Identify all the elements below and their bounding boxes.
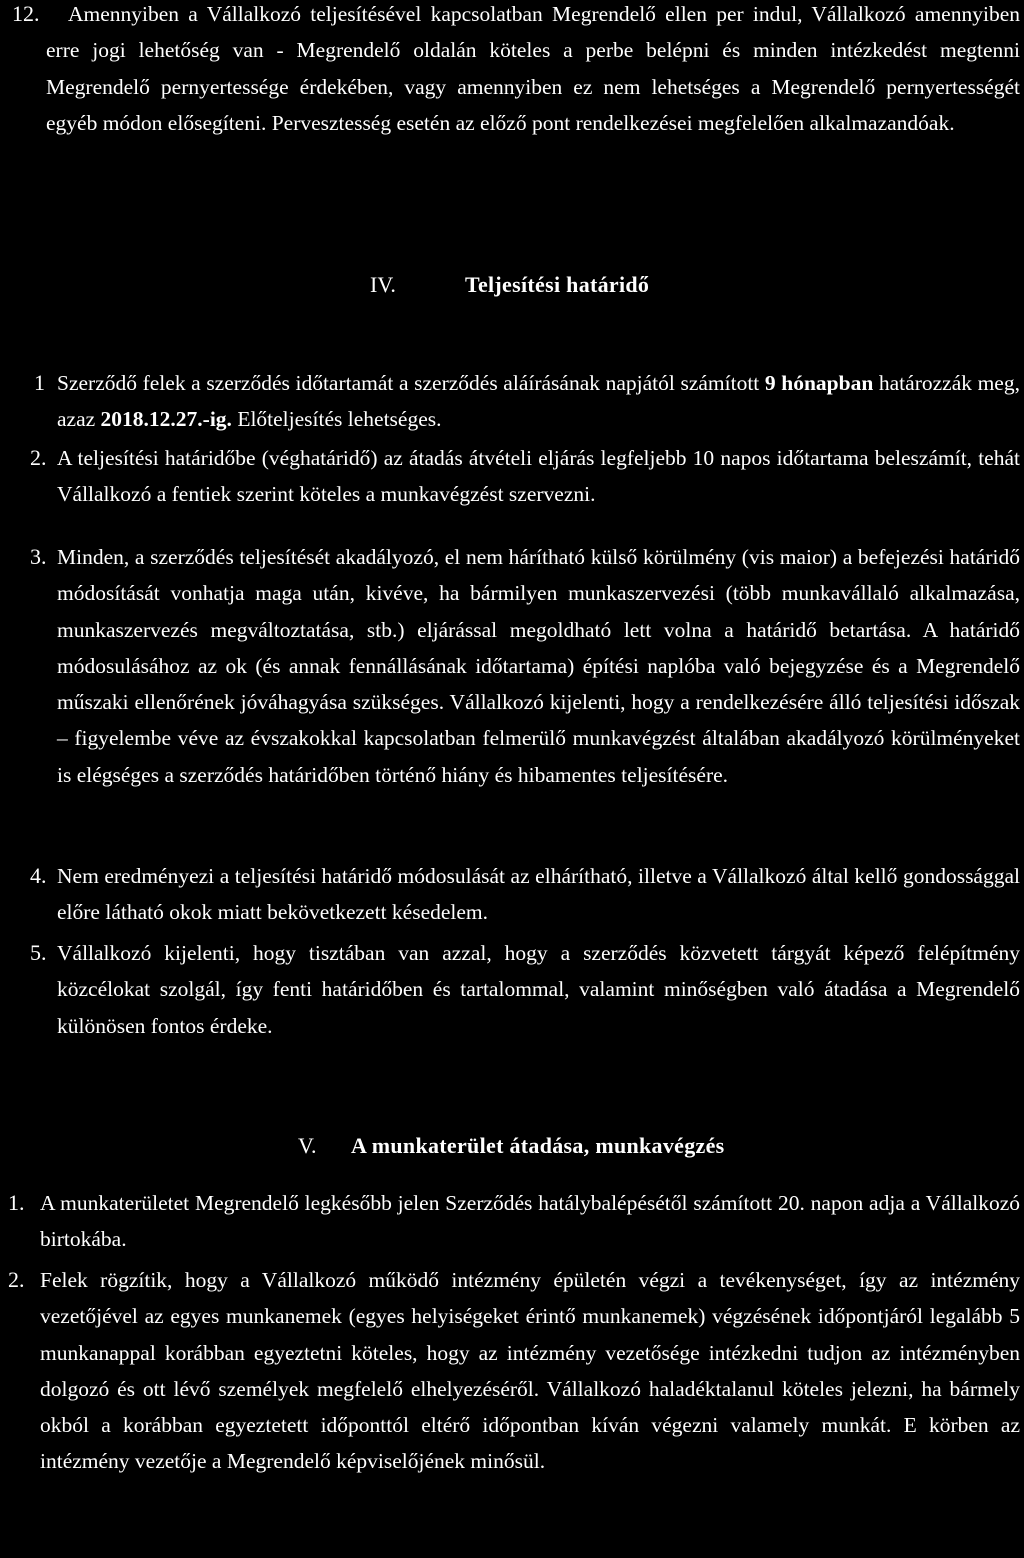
section-number: IV. xyxy=(370,272,396,297)
section-number: V. xyxy=(298,1133,317,1158)
item-text: A teljesítési határidőbe (véghatáridő) az átadás átvételi eljárás legfeljebb 10 napos időtartama beleszámít, tehát Vállalkozó a fentiek szerint köteles a munkavégzést szervezni. xyxy=(57,446,1020,507)
item-text: Nem eredményezi a teljesítési határidő módosulását az elhárítható, illetve a Vállalkozó által kellő gondossággal előre látható okok miatt bekövetkezett késedelem. xyxy=(57,864,1020,925)
item-number: 4. xyxy=(30,863,47,888)
section-title: A munkaterület átadása, munkavégzés xyxy=(351,1133,725,1158)
item-number: 2. xyxy=(8,1267,25,1292)
item-text: Szerződő felek a szerződés időtartamát a szerződés aláírásának napjától számított 9 hónapban határozzák meg, azaz 2018.12.27.-ig. Előteljesítés lehetséges. xyxy=(57,371,1020,432)
item-number: 5. xyxy=(30,940,47,965)
section-title: Teljesítési határidő xyxy=(465,272,650,297)
item-text: Amennyiben a Vállalkozó teljesítésével kapcsolatban Megrendelő ellen per indul, Vállalkozó amennyiben erre jogi lehetőség van - Megrendelő oldalán köteles a perbe belépni és minden intézkedést megtenni Megrendelő pernyertessége érdekében, vagy amennyiben ez nem lehetséges a Megrendelő pernyertességét egyéb módon elősegíteni. Pervesztesség esetén az előző pont rendelkezései megfelelően alkalmazandóak. xyxy=(46,2,1020,135)
item-number: 2. xyxy=(30,445,47,470)
item-text: A munkaterületet Megrendelő legkésőbb jelen Szerződés hatálybalépésétől számított 20. napon adja a Vállalkozó birtokába. xyxy=(40,1191,1020,1252)
item-number: 12. xyxy=(12,1,40,26)
item-number: 3. xyxy=(30,544,47,569)
item-number: 1. xyxy=(8,1190,25,1215)
item-text: Felek rögzítik, hogy a Vállalkozó működő intézmény épületén végzi a tevékenységet, így az intézmény vezetőjével az egyes munkanemek (egyes helyiségeket érintő munkanemek) végzésének időpontjáról legalább 5 munkanappal korábban egyeztetni köteles, hogy az intézmény vezetősége intézkedni tudjon az intézményben dolgozó és ott lévő személyek megfelelő elhelyezéséről. Vállalkozó haladéktalanul köteles jelezni, ha bármely okból a korábban egyeztetett időponttól eltérő időpontban kíván végezni valamely munkát. E körben az intézmény vezetője a Megrendelő képviselőjének minősül. xyxy=(40,1268,1020,1474)
item-text: Vállalkozó kijelenti, hogy tisztában van azzal, hogy a szerződés közvetett tárgyát képező felépítmény közcélokat szolgál, így fenti határidőben és tartalommal, valamint minőségben való átadása a Megrendelő különösen fontos érdeke. xyxy=(57,941,1020,1038)
item-text: Minden, a szerződés teljesítését akadályozó, el nem hárítható külső körülmény (vis maior) a befejezési határidő módosítását vonhatja maga után, kivéve, ha bármilyen munkaszervezési (több munkavállaló alkalmazása, munkaszervezés megváltoztatása, stb.) eljárással megoldható lett volna a határidő betartása. A határidő módosulásához az ok (és annak fennállásának időtartama) építési naplóba való bejegyzése és a Megrendelő műszaki ellenőrének jóváhagyása szükséges. Vállalkozó kijelenti, hogy a rendelkezésére álló teljesítési időszak – figyelembe véve az évszakokkal kapcsolatban felmerülő munkavégzést általában akadályozó körülményeket is elégséges a szerződés határidőben történő hiány és hibamentes teljesítésére. xyxy=(57,545,1020,787)
item-number: 1 xyxy=(34,370,45,395)
